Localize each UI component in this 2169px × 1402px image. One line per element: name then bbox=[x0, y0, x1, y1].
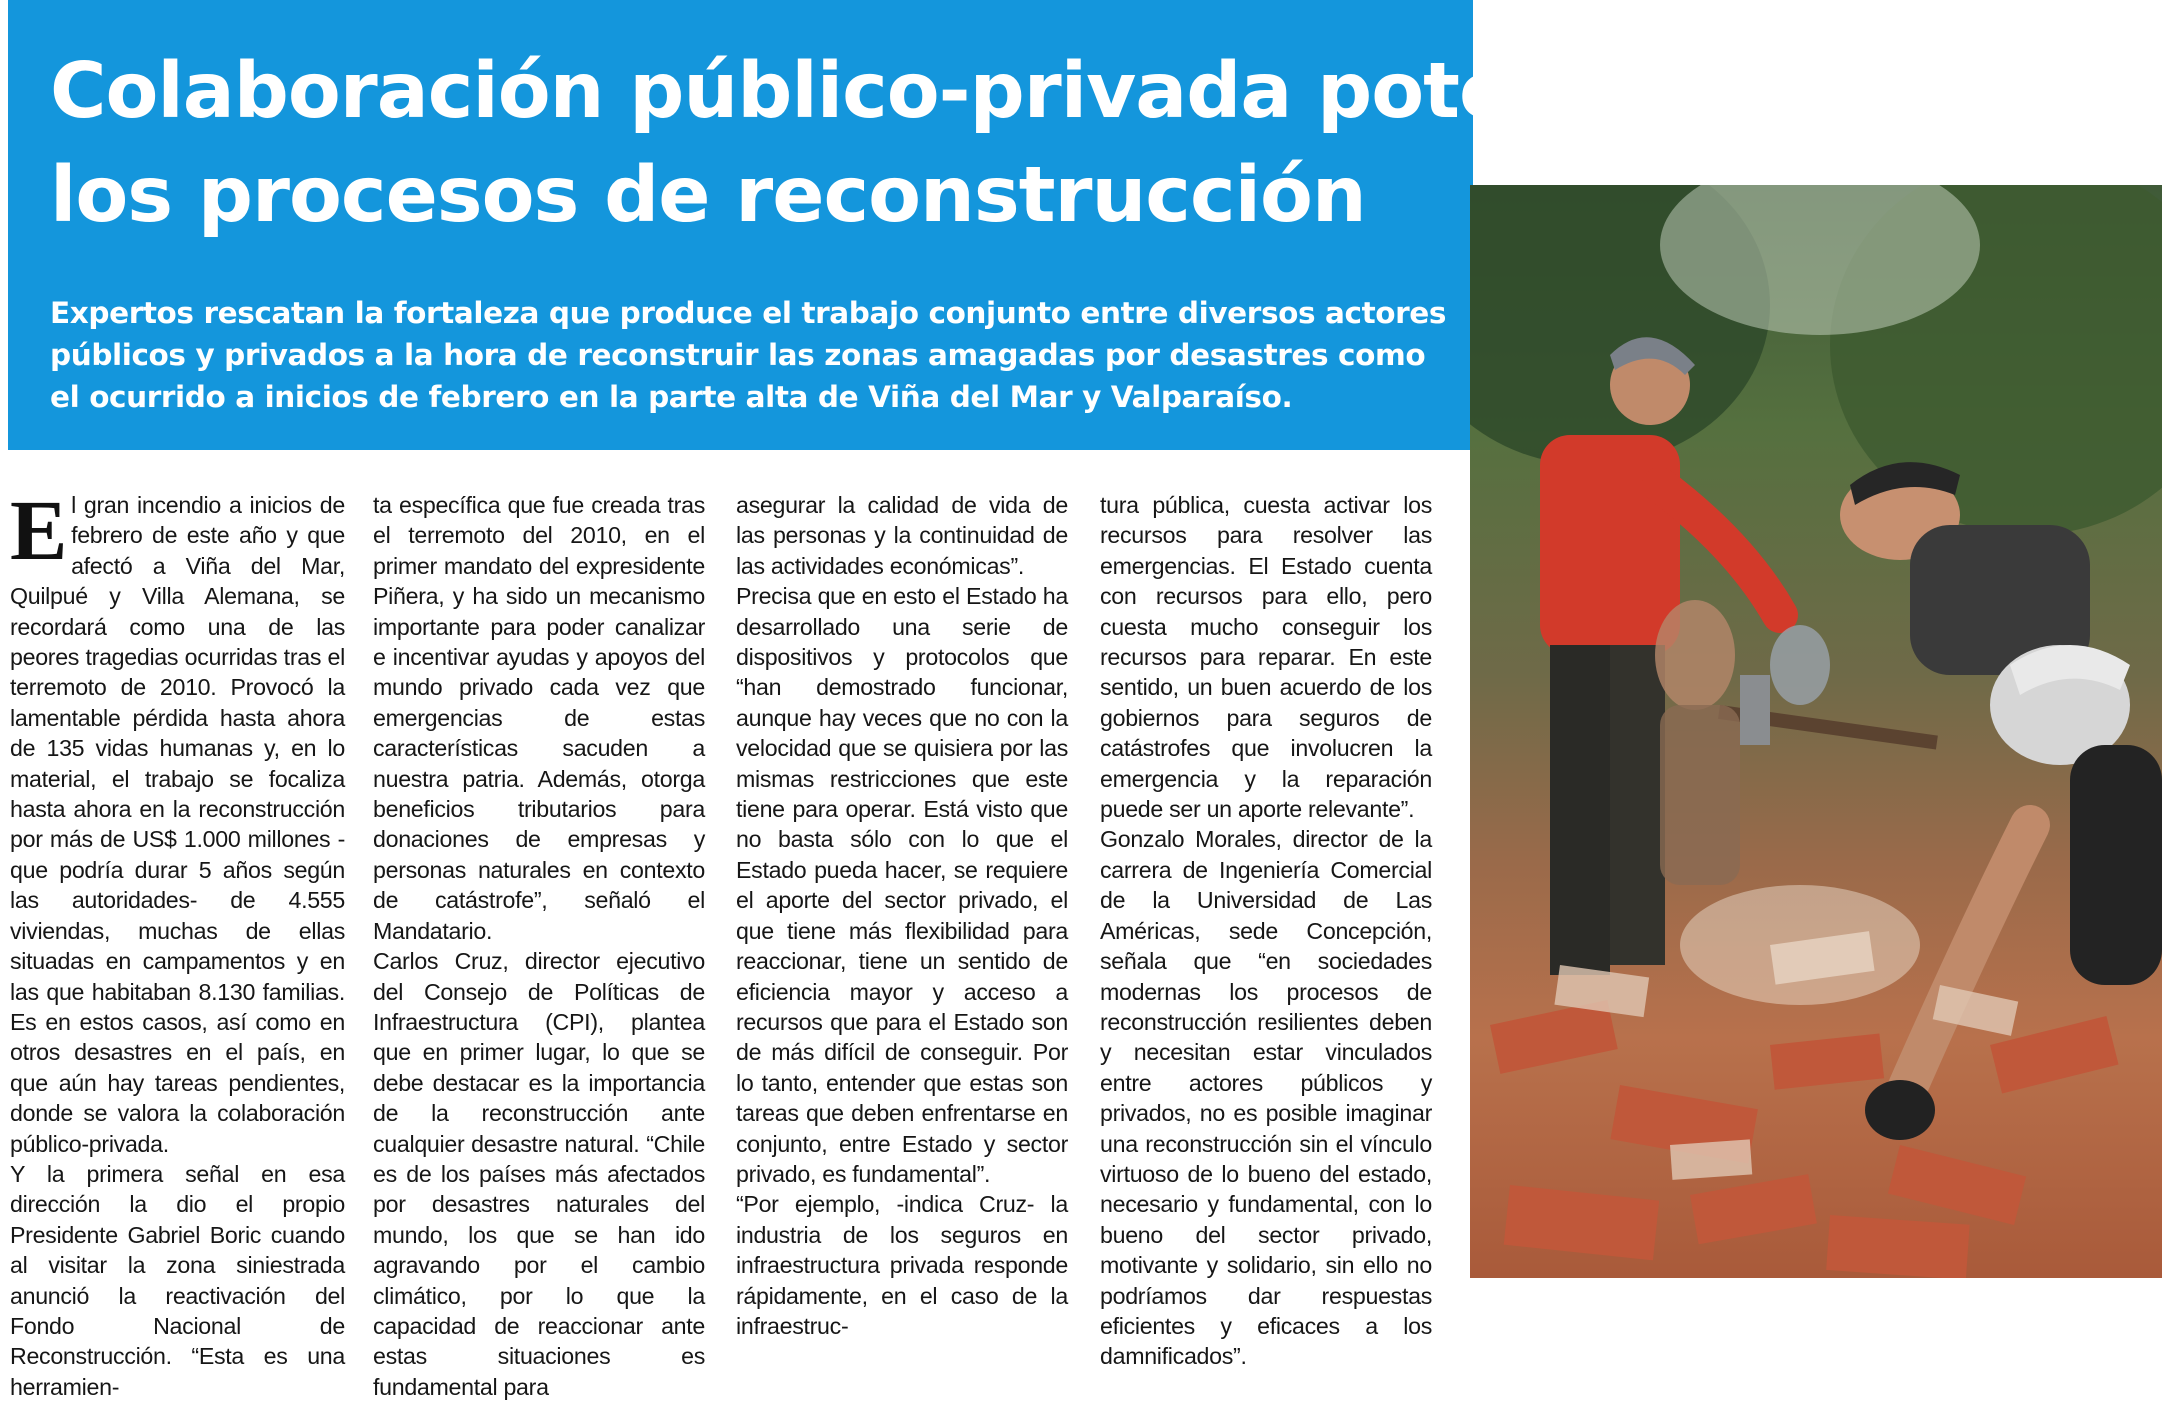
article-photo bbox=[1470, 185, 2162, 1278]
headline: Colaboración público-privada potencia los procesos de reconstrucción bbox=[50, 47, 1686, 240]
paragraph: Gonzalo Morales, director de la carrera de Ingeniería Comercial de la Universidad de Las Américas, sede Concepción, señala que “en sociedades modernas los procesos de reconstrucción resilientes deben y necesitan estar vinculados entre actores públicos y privados, no es posible imaginar una reconstrucción sin el vínculo virtuoso de lo bueno del estado, necesario y fundamental, con lo bueno del sector privado, motivante y solidario, sin ello no podríamos dar respuestas eficientes y eficaces a los damnificados”. bbox=[1100, 826, 1432, 1370]
subheadline: Expertos rescatan la fortaleza que produce el trabajo conjunto entre diversos actores públicos y privados a la hora de reconstruir las zonas amagadas por desastres como el ocurrido a inicios de febrero en la parte alta de Viña del Mar y Valparaíso. bbox=[50, 296, 1447, 414]
article-column-1 bbox=[10, 482, 345, 1402]
volunteers-clearing-rubble-photo-icon bbox=[1470, 185, 2162, 1278]
article-column-2 bbox=[373, 490, 705, 1402]
paragraph: tura pública, cuesta activar los recursos para resolver las emergencias. El Estado cuenta con recursos para ello, pero cuesta mucho conseguir los recursos para reparar. En este sentido, un buen acuerdo de los gobiernos para seguros de catástrofes que involucren la emergencia y la reparación puede ser un aporte relevante”. bbox=[1100, 492, 1432, 823]
paragraph: asegurar la calidad de vida de las personas y la continuidad de las actividades económicas”. bbox=[736, 492, 1068, 579]
drop-cap: E bbox=[10, 482, 68, 578]
paragraph-text: l gran incendio a inicios de febrero de este año y que afectó a Viña del Mar, Quilpué y Villa Alemana, se recordará como una de las peores tragedias ocurridas tras el terremoto de 2010. Provocó la lamentable pérdida hasta ahora de 135 vidas humanas y, en lo material, el trabajo se focaliza hasta ahora en la reconstrucción por más de US$ 1.000 millones -que podría durar 5 años según las autoridades- de 4.555 viviendas, muchas de ellas situadas en campamentos y en las que habitaban 8.130 familias. Es en estos casos, así como en otros desastres en el país, en que aún hay tareas pendientes, donde se valora la colaboración público-privada. bbox=[10, 492, 345, 1157]
article-column-4 bbox=[1100, 490, 1432, 1372]
article-column-3 bbox=[736, 490, 1068, 1341]
paragraph: Carlos Cruz, director ejecutivo del Consejo de Políticas de Infraestructura (CPI), plantea que en primer lugar, lo que se debe destacar es la importancia de la reconstrucción ante cualquier desastre natural. “Chile es de los países más afectados por desastres naturales del mundo, los que se han ido agravando por el cambio climático, por lo que la capacidad de reaccionar ante estas situaciones es fundamental para bbox=[373, 948, 705, 1400]
paragraph bbox=[10, 482, 345, 1159]
paragraph: “Por ejemplo, -indica Cruz- la industria de los seguros en infraestructura privada responde rápidamente, en el caso de la infraestruc- bbox=[736, 1191, 1068, 1339]
paragraph: Precisa que en esto el Estado ha desarrollado una serie de dispositivos y protocolos que “han demostrado funcionar, aunque hay veces que no con la velocidad que se quisiera por las mismas restricciones que este tiene para operar. Está visto que no basta sólo con lo que el Estado pueda hacer, se requiere el aporte del sector privado, el que tiene más flexibilidad para reaccionar, tiene un sentido de eficiencia mayor y acceso a recursos que para el Estado son de más difícil de conseguir. Por lo tanto, entender que estas son tareas que deben enfrentarse en conjunto, entre Estado y sector privado, es fundamental”. bbox=[736, 583, 1068, 1187]
paragraph: Y la primera señal en esa dirección la dio el propio Presidente Gabriel Boric cuando al visitar la zona siniestrada anunció la reactivación del Fondo Nacional de Reconstrucción. “Esta es una herramien- bbox=[10, 1160, 345, 1400]
paragraph: ta específica que fue creada tras el terremoto del 2010, en el primer mandato del expresidente Piñera, y ha sido un mecanismo importante para poder canalizar e incentivar ayudas y apoyos del mundo privado cada vez que emergencias de estas características sacuden a nuestra patria. Además, otorga beneficios tributarios para donaciones de empresas y personas naturales en contexto de catástrofe”, señaló el Mandatario. bbox=[373, 492, 705, 944]
